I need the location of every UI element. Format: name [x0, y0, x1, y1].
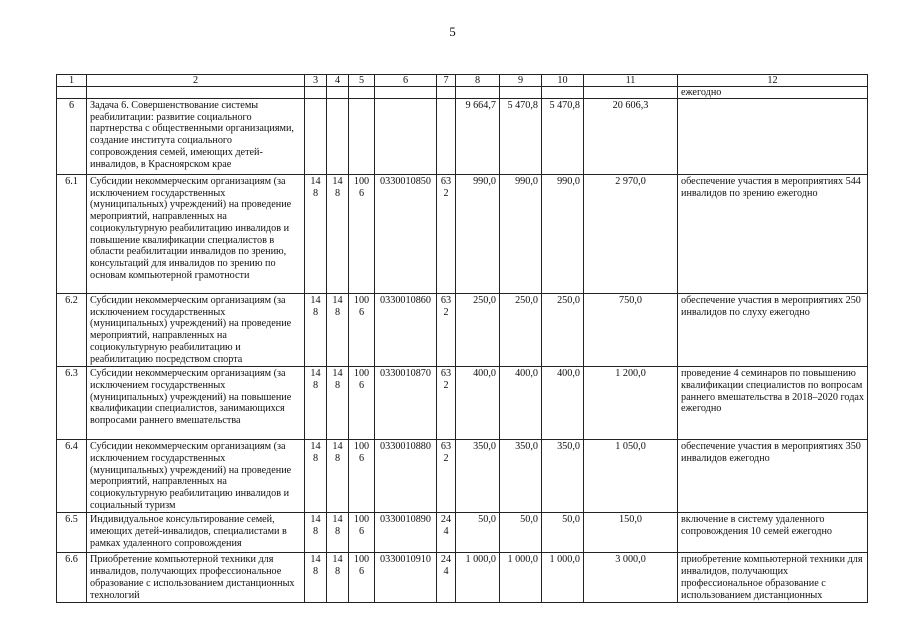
description-cell: Субсидии некоммерческим организациям (за исключением государственных (муниципальных) учреждений) на проведение мероприятий, направленных на социокультурную реабилитацию и реабилитацию посредством спорта — [87, 294, 305, 367]
amount-cell: 990,0 — [456, 175, 500, 294]
amount-cell: 250,0 — [542, 294, 584, 367]
amount-cell: 350,0 — [500, 440, 542, 513]
description-cell: Задача 6. Совершенствование системы реабилитации: развитие социального партнерства с общественными организациями, создание института социального сопровождения семей, имеющих детей-инвалидов, в Красноярском крае — [87, 99, 305, 175]
code-cell: 148 — [327, 553, 349, 603]
header-cell: 2 — [87, 75, 305, 87]
code-cell: 148 — [305, 294, 327, 367]
total-cell: 1 050,0 — [584, 440, 678, 513]
result-cell: проведение 4 семинаров по повышению квалификации специалистов по вопросам раннего вмешательства в 2018–2020 годах ежегодно — [678, 367, 868, 440]
amount-cell: 1 000,0 — [542, 553, 584, 603]
code-cell: 148 — [305, 367, 327, 440]
header-cell: 12 — [678, 75, 868, 87]
code-cell: 244 — [437, 513, 456, 553]
code-cell — [437, 99, 456, 175]
table-row — [57, 367, 868, 440]
code-cell: 148 — [305, 513, 327, 553]
code-cell — [327, 99, 349, 175]
code-cell: 632 — [437, 440, 456, 513]
code-cell: 1006 — [349, 367, 375, 440]
amount-cell: 400,0 — [500, 367, 542, 440]
code-cell: 148 — [327, 513, 349, 553]
amount-cell: 990,0 — [500, 175, 542, 294]
total-cell: 1 200,0 — [584, 367, 678, 440]
result-cell: ежегодно — [678, 87, 868, 99]
code-cell: 0330010850 — [375, 175, 437, 294]
table-row — [57, 294, 868, 367]
code-cell: 148 — [305, 553, 327, 603]
result-cell: обеспечение участия в мероприятиях 544 инвалидов по зрению ежегодно — [678, 175, 868, 294]
header-cell: 5 — [349, 75, 375, 87]
code-cell: 1006 — [349, 175, 375, 294]
code-cell: 1006 — [349, 440, 375, 513]
amount-cell: 250,0 — [456, 294, 500, 367]
table-row — [57, 440, 868, 513]
amount-cell: 350,0 — [542, 440, 584, 513]
result-cell — [678, 99, 868, 175]
code-cell: 632 — [437, 367, 456, 440]
amount-cell: 400,0 — [542, 367, 584, 440]
code-cell: 632 — [437, 175, 456, 294]
amount-cell: 400,0 — [456, 367, 500, 440]
amount-cell: 5 470,8 — [500, 99, 542, 175]
amount-cell: 5 470,8 — [542, 99, 584, 175]
amount-cell: 50,0 — [542, 513, 584, 553]
row-number-cell: 6.5 — [57, 513, 87, 553]
header-cell: 11 — [584, 75, 678, 87]
code-cell: 0330010890 — [375, 513, 437, 553]
code-cell: 244 — [437, 553, 456, 603]
total-cell: 3 000,0 — [584, 553, 678, 603]
result-cell: приобретение компьютерной техники для инвалидов, получающих профессиональное образование с использованием дистанционных — [678, 553, 868, 603]
table-row — [57, 513, 868, 553]
amount-cell: 1 000,0 — [500, 553, 542, 603]
code-cell: 148 — [305, 440, 327, 513]
amount-cell: 50,0 — [500, 513, 542, 553]
amount-cell: 50,0 — [456, 513, 500, 553]
header-cell: 10 — [542, 75, 584, 87]
description-cell: Индивидуальное консультирование семей, имеющих детей-инвалидов, специалистами в рамках удаленного сопровождения — [87, 513, 305, 553]
description-cell: Субсидии некоммерческим организациям (за исключением государственных (муниципальных) учреждений) на проведение мероприятий, направленных на социокультурную реабилитацию инвалидов и повышение квалификации специалистов в области реабилитации инвалидов по зрению, консультаций для инвалидов по зрению по основам компьютерной грамотности — [87, 175, 305, 294]
code-cell: 148 — [327, 175, 349, 294]
code-cell — [349, 99, 375, 175]
code-cell: 148 — [327, 440, 349, 513]
program-table — [56, 74, 868, 603]
amount-cell: 9 664,7 — [456, 99, 500, 175]
code-cell: 0330010870 — [375, 367, 437, 440]
code-cell: 1006 — [349, 553, 375, 603]
table-row — [57, 175, 868, 294]
row-number-cell: 6.2 — [57, 294, 87, 367]
row-number-cell: 6.6 — [57, 553, 87, 603]
code-cell: 0330010880 — [375, 440, 437, 513]
page-number: 5 — [449, 24, 456, 39]
header-cell: 4 — [327, 75, 349, 87]
description-cell: Субсидии некоммерческим организациям (за исключением государственных (муниципальных) учреждений) на проведение мероприятий, направленных на социокультурную реабилитацию инвалидов и социальный туризм — [87, 440, 305, 513]
description-cell: Приобретение компьютерной техники для инвалидов, получающих профессиональное образование с использованием дистанционных технологий — [87, 553, 305, 603]
code-cell: 148 — [327, 294, 349, 367]
amount-cell: 990,0 — [542, 175, 584, 294]
table-row — [57, 553, 868, 603]
code-cell — [305, 99, 327, 175]
code-cell: 0330010860 — [375, 294, 437, 367]
continued-row — [57, 87, 868, 99]
row-number-cell: 6.1 — [57, 175, 87, 294]
header-cell: 8 — [456, 75, 500, 87]
row-number-cell: 6.3 — [57, 367, 87, 440]
total-cell: 750,0 — [584, 294, 678, 367]
total-cell: 150,0 — [584, 513, 678, 553]
amount-cell: 250,0 — [500, 294, 542, 367]
row-number-cell: 6 — [57, 99, 87, 175]
amount-cell: 350,0 — [456, 440, 500, 513]
code-cell — [375, 99, 437, 175]
header-cell: 9 — [500, 75, 542, 87]
total-cell: 20 606,3 — [584, 99, 678, 175]
result-cell: обеспечение участия в мероприятиях 250 инвалидов по слуху ежегодно — [678, 294, 868, 367]
code-cell: 148 — [327, 367, 349, 440]
table-row — [57, 99, 868, 175]
header-cell: 3 — [305, 75, 327, 87]
code-cell: 632 — [437, 294, 456, 367]
code-cell: 1006 — [349, 513, 375, 553]
total-cell: 2 970,0 — [584, 175, 678, 294]
description-cell: Субсидии некоммерческим организациям (за исключением государственных (муниципальных) учреждений) на повышение квалификации специалистов, занимающихся вопросами раннего вмешательства — [87, 367, 305, 440]
code-cell: 0330010910 — [375, 553, 437, 603]
code-cell: 1006 — [349, 294, 375, 367]
row-number-cell: 6.4 — [57, 440, 87, 513]
header-cell: 6 — [375, 75, 437, 87]
header-cell: 7 — [437, 75, 456, 87]
code-cell: 148 — [305, 175, 327, 294]
result-cell: обеспечение участия в мероприятиях 350 инвалидов ежегодно — [678, 440, 868, 513]
result-cell: включение в систему удаленного сопровождения 10 семей ежегодно — [678, 513, 868, 553]
amount-cell: 1 000,0 — [456, 553, 500, 603]
header-cell: 1 — [57, 75, 87, 87]
column-number-header — [57, 75, 868, 87]
